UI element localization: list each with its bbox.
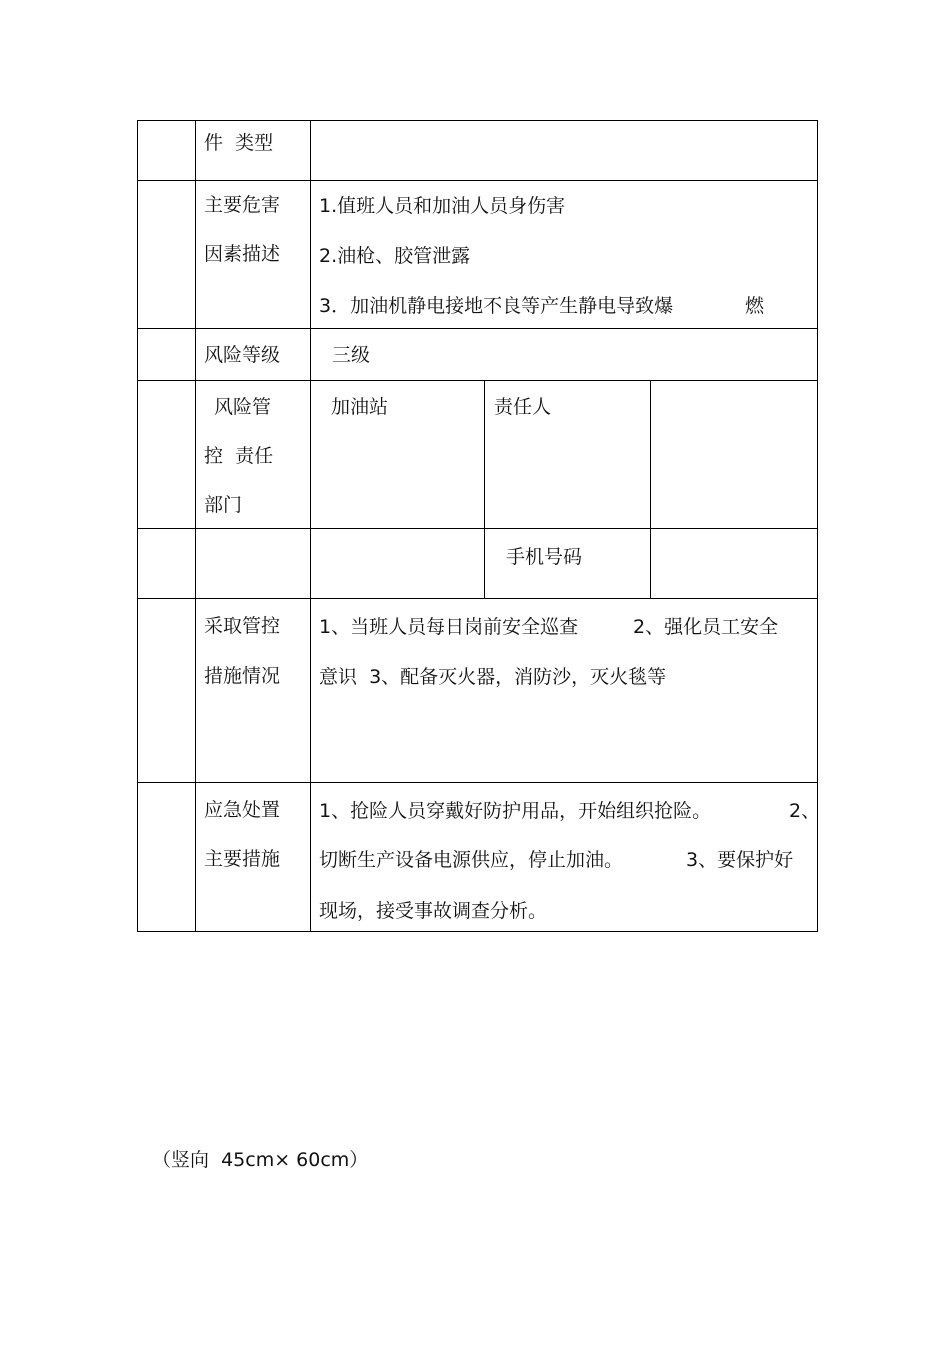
control-dept-label-line3: 部门 (204, 494, 243, 516)
row-divider (138, 328, 817, 329)
size-note: （竖向 45cm× 60cm） (152, 1149, 369, 1171)
hazard-item-3: 3．加油机静电接地不良等产生静电导致爆 (319, 295, 674, 317)
risk-level-value: 三级 (332, 344, 371, 366)
hazard-label-line2: 因素描述 (204, 243, 281, 265)
emergency-line3: 现场，接受事故调查分析。 (319, 900, 548, 922)
hazard-item-2: 2.油枪、胶管泄露 (319, 245, 471, 267)
responsible-person-label: 责任人 (494, 396, 552, 418)
row-divider (138, 598, 817, 599)
hazard-item-3-tail: 燃 (745, 295, 765, 317)
hazard-info-table (137, 120, 821, 932)
control-measures-line1-a: 1、当班人员每日岗前安全巡查 (319, 616, 579, 638)
hazard-label-line1: 主要危害 (204, 194, 281, 216)
control-measures-line1-b: 2、强化员工安全 (633, 616, 779, 638)
hazard-item-1: 1.值班人员和加油人员身伤害 (319, 195, 566, 217)
column-divider (195, 121, 196, 931)
emergency-label-line1: 应急处置 (204, 799, 281, 821)
emergency-line1-a: 1、抢险人员穿戴好防护用品，开始组织抢险。 (319, 800, 712, 822)
phone-label: 手机号码 (506, 546, 583, 568)
column-divider (484, 380, 485, 598)
control-measures-line2: 意识 3、配备灭火器，消防沙，灭火毯等 (319, 666, 667, 688)
risk-level-label: 风险等级 (204, 344, 281, 366)
control-measures-label-line2: 措施情况 (204, 665, 281, 687)
event-type-label: 件 类型 (204, 132, 274, 154)
control-dept-value: 加油站 (331, 396, 389, 418)
emergency-line1-b: 2、 (789, 800, 821, 822)
column-divider (310, 121, 311, 931)
emergency-label-line2: 主要措施 (204, 848, 281, 870)
control-measures-label-line1: 采取管控 (204, 615, 281, 637)
control-dept-label-line1: 风险管 (214, 396, 272, 418)
row-divider (138, 180, 817, 181)
row-divider (138, 528, 817, 529)
row-divider (138, 782, 817, 783)
emergency-line2-a: 切断生产设备电源供应，停止加油。 (319, 849, 624, 871)
control-dept-label-line2: 控 责任 (204, 445, 274, 467)
column-divider (650, 380, 651, 598)
emergency-line2-b: 3、要保护好 (686, 849, 794, 871)
row-divider (138, 380, 817, 381)
